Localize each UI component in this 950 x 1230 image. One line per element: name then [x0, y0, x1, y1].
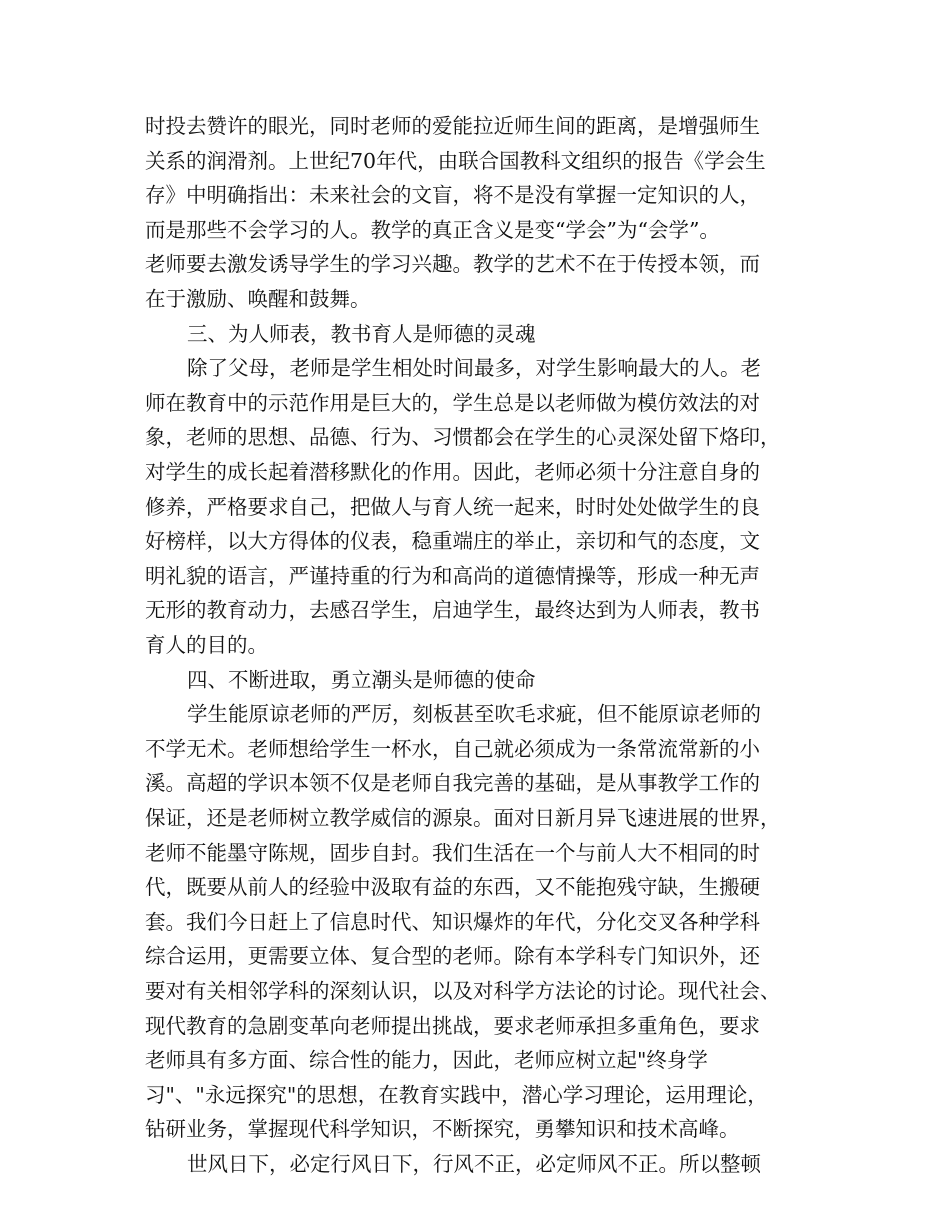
text-line: 在于激励、唤醒和鼓舞。 — [145, 287, 371, 311]
text-line: 代，既要从前人的经验中汲取有益的东西，又不能抱残守缺，生搬硬 — [145, 875, 760, 900]
text-line: 套。我们今日赶上了信息时代、知识爆炸的年代，分化交叉各种学科 — [145, 909, 760, 934]
text-line: 育人的目的。 — [145, 633, 268, 657]
text-line: 钻研业务，掌握现代科学知识，不断探究，勇攀知识和技术高峰。 — [145, 1117, 740, 1142]
text-line: 好榜样，以大方得体的仪表，稳重端庄的举止，亲切和气的态度，文 — [145, 529, 760, 554]
text-line: 老师不能墨守陈规，固步自封。我们生活在一个与前人大不相同的时 — [145, 840, 760, 865]
text-line: 关系的润滑剂。上世纪70年代，由联合国教科文组织的报告《学会生 — [145, 148, 766, 173]
text-line: 对学生的成长起着潜移默化的作用。因此，老师必须十分注意自身的 — [145, 460, 760, 484]
text-line: 现代教育的急剧变革向老师提出挑战，要求老师承担多重角色，要求 — [145, 1013, 760, 1038]
text-line: 不学无术。老师想给学生一杯水，自己就必须成为一条常流常新的小 — [145, 736, 760, 761]
section-heading: 三、为人师表，教书育人是师德的灵魂 — [187, 321, 536, 346]
text-line: 要对有关相邻学科的深刻认识，以及对科学方法论的讨论。现代社会、 — [145, 979, 781, 1003]
section-heading: 四、不断进取，勇立潮头是师德的使命 — [187, 667, 536, 692]
text-line: 时投去赞许的眼光，同时老师的爱能拉近师生间的距离，是增强师生 — [145, 114, 760, 138]
text-line: 无形的教育动力，去感召学生，启迪学生，最终达到为人师表，教书 — [145, 598, 760, 623]
text-line: 修养，严格要求自己，把做人与育人统一起来，时时处处做学生的良 — [145, 494, 760, 519]
text-line: 溪。高超的学识本领不仅是老师自我完善的基础，是从事教学工作的 — [145, 771, 760, 796]
text-line: 师在教育中的示范作用是巨大的，学生总是以老师做为模仿效法的对 — [145, 390, 760, 415]
text-line: 除了父母，老师是学生相处时间最多，对学生影响最大的人。老 — [187, 356, 761, 381]
text-line: 存》中明确指出：未来社会的文盲，将不是没有掌握一定知识的人， — [145, 183, 760, 208]
text-line: 象，老师的思想、品德、行为、习惯都会在学生的心灵深处留下烙印， — [145, 425, 781, 450]
text-line: 老师具有多方面、综合性的能力，因此，老师应树立起"终身学 — [145, 1048, 708, 1073]
text-line: 习"、"永远探究"的思想，在教育实践中，潜心学习理论，运用理论， — [145, 1082, 768, 1107]
text-line: 明礼貌的语言，严谨持重的行为和高尚的道德情操等，形成一种无声 — [145, 563, 760, 588]
text-line: 保证，还是老师树立教学威信的源泉。面对日新月异飞速进展的世界， — [145, 806, 781, 830]
text-line: 世风日下，必定行风日下，行风不正，必定师风不正。所以整顿 — [187, 1152, 761, 1176]
text-line: 而是那些不会学习的人。教学的真正含义是变“学会”为“会学”。 — [145, 217, 720, 242]
text-line: 老师要去激发诱导学生的学习兴趣。教学的艺术不在于传授本领，而 — [145, 252, 760, 277]
text-line: 综合运用，更需要立体、复合型的老师。除有本学科专门知识外，还 — [145, 944, 760, 969]
text-line: 学生能原谅老师的严厉，刻板甚至吹毛求疵，但不能原谅老师的 — [187, 702, 761, 727]
